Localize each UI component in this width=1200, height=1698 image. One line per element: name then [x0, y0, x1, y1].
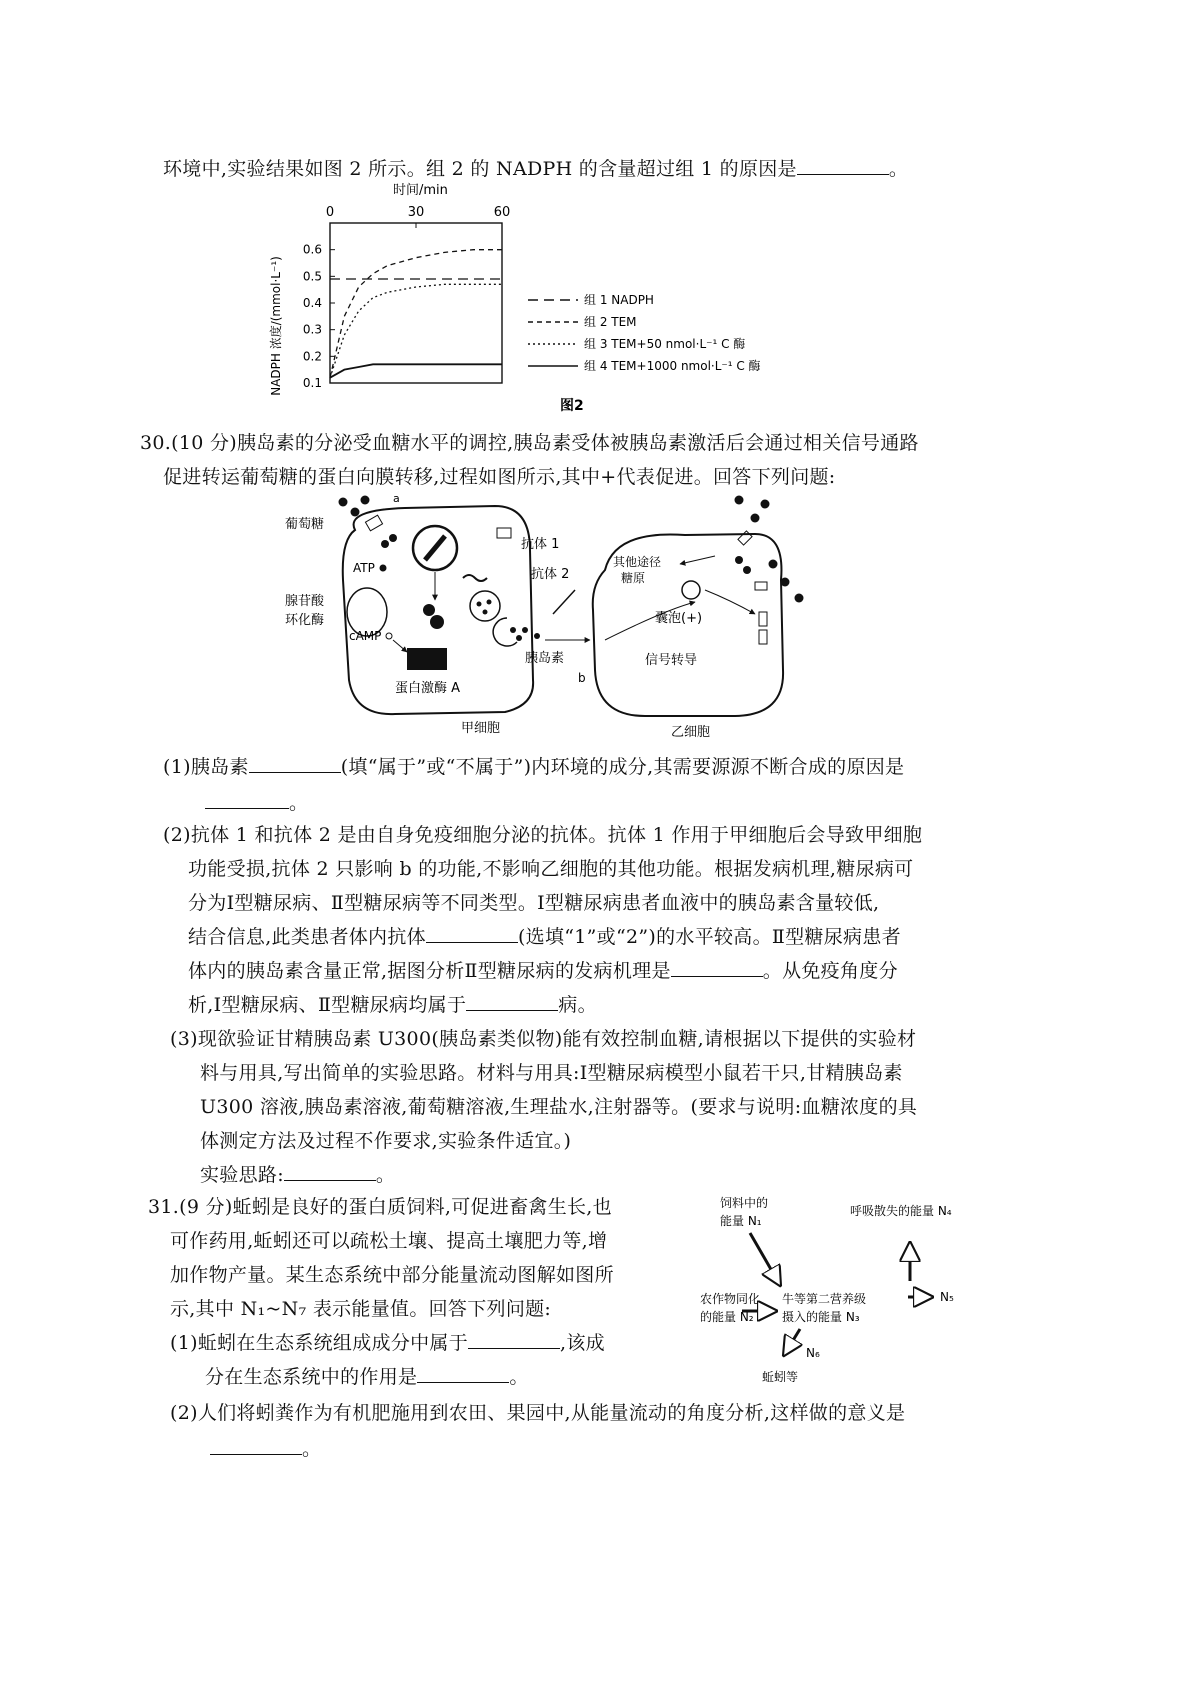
label-a: a — [393, 492, 400, 505]
vesicle — [470, 591, 500, 621]
label-cell-b: 乙细胞 — [671, 725, 711, 740]
glucose-dot — [781, 578, 790, 587]
label-adenylate-2: 环化酶 — [285, 613, 325, 628]
arrow-n6 — [784, 1329, 800, 1355]
glucose-transporter — [738, 531, 752, 545]
answer-blank[interactable] — [466, 1009, 558, 1011]
arrow — [393, 640, 407, 652]
plot-frame — [330, 223, 502, 383]
arrow-n1 — [750, 1233, 780, 1285]
answer-blank[interactable] — [797, 173, 889, 175]
q31-p1-l2 — [205, 1362, 529, 1389]
y-tick-label: 0.5 — [302, 269, 322, 284]
glucose-dot — [361, 496, 370, 505]
glucose-transporter — [755, 582, 767, 590]
q31-l4: 示,其中 N₁~N₇ 表示能量值。回答下列问题: — [170, 1298, 552, 1320]
x-tick-label: 0 — [325, 205, 335, 220]
q29-question-text: 环境中,实验结果如图 2 所示。组 2 的 NADPH 的含量超过组 1 的原因是 — [163, 158, 797, 180]
answer-blank[interactable] — [249, 771, 341, 773]
figure-caption: 图2 — [560, 398, 584, 414]
y-tick-label: 0.6 — [302, 242, 322, 257]
answer-blank[interactable] — [468, 1347, 560, 1349]
label-insulin: 胰岛素 — [525, 651, 565, 666]
y-tick-label: 0.3 — [302, 322, 322, 337]
label-glucose: 葡萄糖 — [285, 517, 325, 532]
insulin-dot — [487, 600, 492, 605]
label-crop: 农作物同化 — [700, 1292, 761, 1306]
q30-p3-l1: (3)现欲验证甘精胰岛素 U300(胰岛素类似物)能有效控制血糖,请根据以下提供的实验材 — [170, 1028, 917, 1050]
glucose-dot — [735, 556, 743, 564]
glucose-dot — [339, 498, 348, 507]
answer-blank[interactable] — [417, 1381, 509, 1383]
glucose-transporter — [759, 630, 767, 644]
glucose-transporter — [365, 515, 382, 531]
q30-p2-l4-text-b: (选填“1”或“2”)的水平较高。Ⅱ型糖尿病患者 — [517, 926, 901, 948]
mrna — [463, 575, 487, 581]
label-n4: 呼吸散失的能量 N₄ — [850, 1204, 952, 1218]
q30-p1-text-b: (填“属于”或“不属于”)内环境的成分,其需要源源不断合成的原因是 — [340, 756, 905, 778]
energy-flow-diagram — [700, 1185, 1080, 1390]
q30-p2-l6-text-b: 病。 — [558, 994, 597, 1016]
label-earthworm: 蚯蚓等 — [762, 1370, 799, 1384]
q31-l2: 可作药用,蚯蚓还可以疏松土壤、提高土壤肥力等,增 — [170, 1230, 608, 1252]
legend-label: 组 3 TEM+50 nmol·L⁻¹ C 酶 — [584, 337, 746, 351]
camp-dot — [386, 633, 392, 639]
legend-label: 组 4 TEM+1000 nmol·L⁻¹ C 酶 — [584, 359, 761, 373]
q29-text — [163, 154, 908, 181]
label-antibody-1: 抗体 1 — [521, 537, 560, 552]
insulin-cell-diagram — [285, 490, 815, 740]
insulin-dot — [534, 633, 540, 639]
label-signal: 信号转导 — [645, 653, 698, 668]
glucose-dot — [751, 514, 760, 523]
series-line-4 — [330, 364, 502, 377]
q30-line1: 30.(10 分)胰岛素的分泌受血糖水平的调控,胰岛素受体被胰岛素激活后会通过相关信号通路 — [140, 432, 919, 454]
insulin-dot — [510, 627, 516, 633]
glucose-dot — [735, 496, 744, 505]
q30-p2-l1: (2)抗体 1 和抗体 2 是由自身免疫细胞分泌的抗体。抗体 1 作用于甲细胞后会导致甲细胞 — [163, 824, 923, 846]
q31-p1-text-a: (1)蚯蚓在生态系统组成成分中属于 — [170, 1332, 469, 1354]
antibody-2-line — [553, 590, 575, 614]
ribosome — [423, 604, 435, 616]
y-tick-label: 0.1 — [302, 376, 322, 390]
label-antibody-2: 抗体 2 — [531, 567, 570, 582]
insulin-dot — [483, 610, 488, 615]
q30-p2-l6-text-a: 析,Ⅰ型糖尿病、Ⅱ型糖尿病均属于 — [188, 994, 467, 1016]
q30-p1 — [163, 752, 904, 779]
label-n5: N₅ — [940, 1290, 954, 1304]
glucose-dot — [351, 508, 360, 517]
q30-p1-tail — [205, 788, 308, 815]
glucose-dot — [795, 594, 804, 603]
x-tick-label: 60 — [493, 205, 511, 220]
q31-p1-l1 — [170, 1328, 605, 1355]
glucose-dot — [380, 565, 387, 572]
protein-kinase-a — [407, 648, 447, 670]
q30-p3-l3: U300 溶液,胰岛素溶液,葡萄糖溶液,生理盐水,注射器等。(要求与说明:血糖浓度的具 — [200, 1096, 918, 1118]
label-vesicle: 囊泡(+) — [655, 611, 703, 626]
q30-p1-text-a: (1)胰岛素 — [163, 756, 249, 778]
x-axis-label: 时间/min — [393, 183, 448, 198]
insulin-dot — [477, 602, 482, 607]
y-axis-label: NADPH 浓度/(mmol·L⁻¹) — [269, 256, 283, 396]
y-tick-label: 0.2 — [302, 349, 322, 364]
answer-blank[interactable] — [205, 807, 289, 809]
label-n6: N₆ — [806, 1346, 820, 1360]
series-line-2 — [330, 250, 502, 378]
legend-label: 组 1 NADPH — [584, 293, 654, 307]
q30-p2-l2: 功能受损,抗体 2 只影响 b 的功能,不影响乙细胞的其他功能。根据发病机理,糖尿病可 — [188, 858, 914, 880]
q30-p2-l5-text-a: 体内的胰岛素含量正常,据图分析Ⅱ型糖尿病的发病机理是 — [188, 960, 671, 982]
label-n3: 摄入的能量 N₃ — [782, 1310, 860, 1324]
glucose-dot — [761, 500, 770, 509]
label-n2: 的能量 N₂ — [700, 1310, 754, 1324]
punct: 。 — [375, 1164, 396, 1186]
q31-p2-tail — [210, 1434, 321, 1461]
ribosome — [430, 615, 444, 629]
label-feed: 饲料中的 — [720, 1196, 769, 1210]
glucose-dot — [743, 566, 751, 574]
glucose-transporter — [759, 612, 767, 626]
q30-p2-l4 — [188, 922, 901, 949]
label-glycogen: 糖原 — [621, 571, 646, 585]
q30-p3-l5 — [200, 1160, 395, 1187]
punct: 。 — [888, 158, 909, 180]
label-adenylate-1: 腺苷酸 — [285, 594, 325, 609]
x-tick-label: 30 — [407, 205, 425, 220]
q31-l3: 加作物产量。某生态系统中部分能量流动图解如图所 — [170, 1264, 614, 1286]
q30-p3-l4: 体测定方法及过程不作要求,实验条件适宜。) — [200, 1130, 572, 1152]
arrow — [680, 556, 715, 564]
label-other-path: 其他途径 — [613, 555, 662, 569]
q31-p1-text-c: 分在生态系统中的作用是 — [205, 1366, 418, 1388]
answer-blank[interactable] — [284, 1179, 376, 1181]
label-cell-a: 甲细胞 — [461, 721, 501, 736]
q30-p2-l5-text-b: 。从免疫角度分 — [762, 960, 898, 982]
arrow — [705, 590, 755, 614]
q30-p3-l2: 料与用具,写出简单的实验思路。材料与用具:Ⅰ型糖尿病模型小鼠若干只,甘精胰岛素 — [200, 1062, 903, 1084]
label-atp: ATP — [353, 561, 375, 575]
figure-2-chart — [260, 178, 820, 418]
insulin-dot — [516, 635, 522, 641]
vesicle-b — [682, 581, 700, 599]
punct: 。 — [289, 792, 309, 814]
dna-strand — [425, 536, 445, 560]
q30-p2-l6 — [188, 990, 597, 1017]
insulin-dot — [522, 627, 528, 633]
label-camp: cAMP — [349, 629, 382, 643]
label-n1: 能量 N₁ — [720, 1214, 762, 1228]
q30-p2-l3: 分为Ⅰ型糖尿病、Ⅱ型糖尿病等不同类型。Ⅰ型糖尿病患者血液中的胰岛素含量较低, — [188, 892, 880, 914]
label-b: b — [578, 671, 586, 685]
answer-blank[interactable] — [210, 1453, 302, 1455]
q30-line2: 促进转运葡萄糖的蛋白向膜转移,过程如图所示,其中+代表促进。回答下列问题: — [163, 466, 836, 488]
q30-p2-l5 — [188, 956, 898, 983]
y-tick-label: 0.4 — [302, 296, 322, 310]
q30-p3-l5-text: 实验思路: — [200, 1164, 284, 1186]
glucose-dot — [381, 540, 389, 548]
q30-p2-l4-text-a: 结合信息,此类患者体内抗体 — [188, 926, 426, 948]
label-pka: 蛋白激酶 A — [395, 681, 461, 696]
q31-p1-text-b: ,该成 — [560, 1332, 605, 1354]
glucose-dot — [389, 534, 397, 542]
punct: 。 — [302, 1438, 322, 1460]
q31-l1: 31.(9 分)蚯蚓是良好的蛋白质饲料,可促进畜禽生长,也 — [148, 1196, 612, 1218]
answer-blank[interactable] — [426, 941, 518, 943]
antibody-receptor — [497, 528, 511, 538]
answer-blank[interactable] — [671, 975, 763, 977]
label-cattle: 牛等第二营养级 — [782, 1292, 867, 1306]
q31-p2: (2)人们将蚓粪作为有机肥施用到农田、果园中,从能量流动的角度分析,这样做的意义是 — [170, 1402, 906, 1424]
punct: 。 — [509, 1366, 529, 1388]
legend-label: 组 2 TEM — [584, 315, 637, 329]
glucose-dot — [769, 560, 778, 569]
